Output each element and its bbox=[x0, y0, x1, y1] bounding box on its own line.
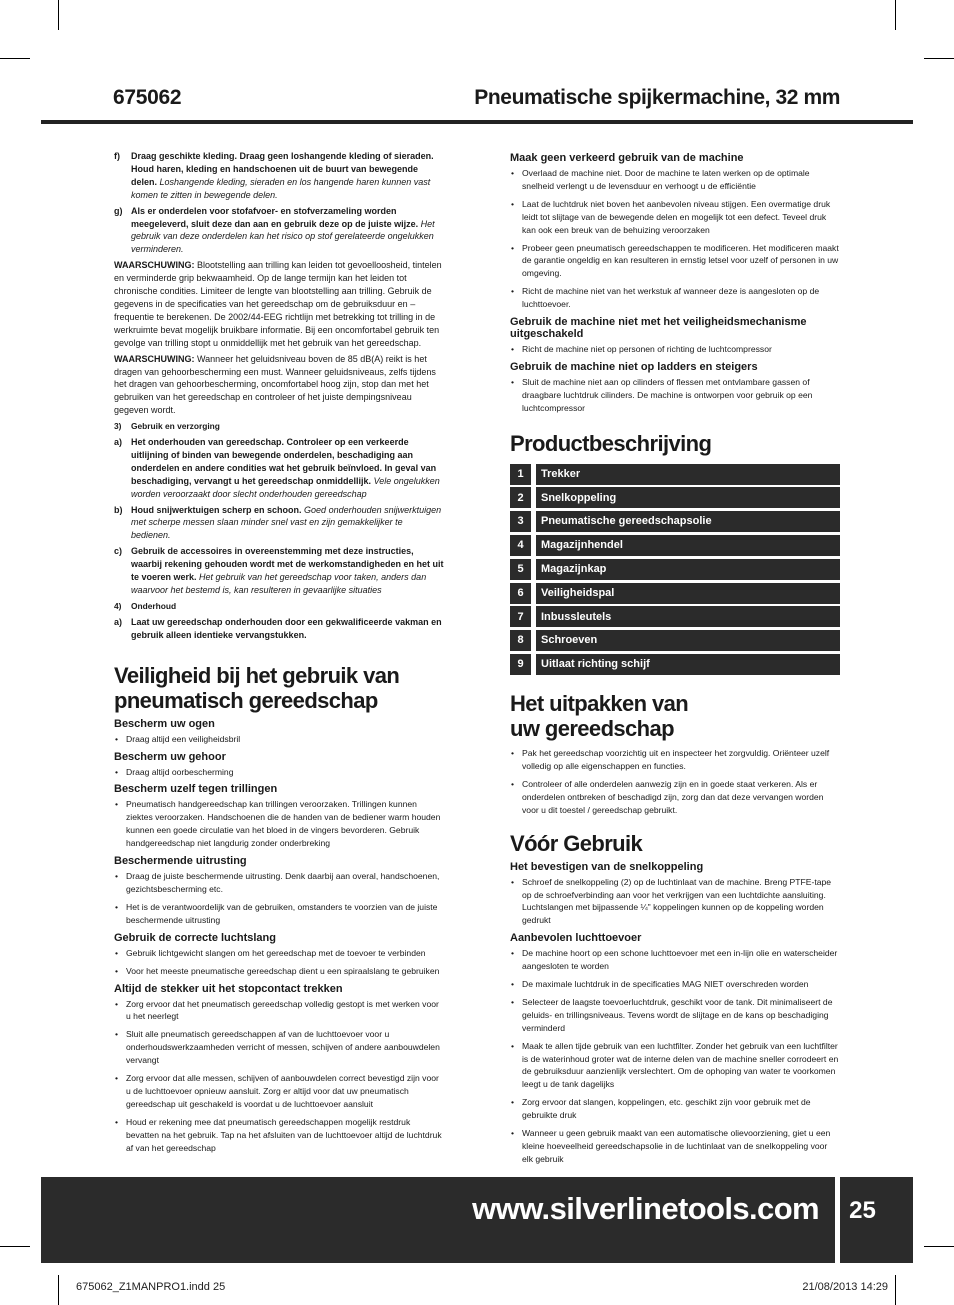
list-misuse bbox=[510, 167, 840, 311]
subheading-air-supply: Aanbevolen luchttoevoer bbox=[510, 932, 642, 945]
list-item: • De machine hoort op een schone luchttoevoer met een in-lijn olie en waterscheider aangesloten te worden bbox=[510, 947, 840, 973]
list-item: • Zorg ervoor dat alle messen, schijven of aanbouwdelen correct bevestigd zijn voor u de luchttoevoer opnieuw aansluit. Zorg er altijd voor dat uw pneumatisch gereedschap uit geschakeld is voordat u de luchttoevoer aansluit bbox=[114, 1072, 444, 1111]
part-name: Magazijnhendel bbox=[536, 535, 840, 556]
instruction-italic: Goed onderhouden snijwerktuigen met scherpe messen slaan minder snel vast en zijn gemakkelijker te bedienen. bbox=[131, 504, 442, 541]
crop-mark bbox=[0, 58, 30, 59]
instruction-bold: Houd snijwerktuigen scherp en schoon. bbox=[131, 504, 302, 515]
subheading-hose: Gebruik de correcte luchtslang bbox=[114, 931, 276, 944]
section-number: 3) bbox=[114, 421, 122, 432]
part-name: Inbussleutels bbox=[536, 606, 840, 627]
instruction-f bbox=[114, 150, 444, 202]
list-item: • De maximale luchtdruk in de specificaties MAG NIET overschreden worden bbox=[510, 978, 840, 991]
part-name: Snelkoppeling bbox=[536, 487, 840, 508]
part-name: Veiligheidspal bbox=[536, 583, 840, 604]
list-gear bbox=[114, 870, 444, 927]
item-letter: g) bbox=[114, 205, 123, 216]
instruction-italic: Het gebruik van deze onderdelen kan het risico op stof gerelateerde ongelukken verminderen. bbox=[131, 218, 435, 255]
part-name: Uitlaat richting schijf bbox=[536, 654, 840, 675]
section-number: 4) bbox=[114, 600, 122, 611]
list-item: • Richt de machine niet van het werkstuk af wanneer deze is aangesloten op de luchttoevoer. bbox=[510, 285, 840, 311]
list-safety-mechanism bbox=[510, 343, 840, 356]
list-air-supply bbox=[510, 947, 840, 1166]
part-row bbox=[510, 511, 840, 532]
item-letter: c) bbox=[114, 546, 123, 557]
date-slug: 21/08/2013 14:29 bbox=[802, 1281, 888, 1293]
list-plug bbox=[114, 998, 444, 1155]
section-heading-product: Productbeschrijving bbox=[510, 430, 712, 456]
list-unpack bbox=[510, 747, 840, 817]
header-rule bbox=[41, 120, 913, 124]
part-name: Trekker bbox=[536, 464, 840, 485]
list-item: • Sluit alle pneumatisch gereedschappen af van de luchttoevoer voor u onderhoudswerkzaamheden verricht of messen, schijven of andere aanbouwdelen vervangt bbox=[114, 1028, 444, 1067]
list-item: • Pak het gereedschap voorzichtig uit en inspecteer het zorgvuldig. Oriënteer uzelf volledig op alle eigenschappen en functies. bbox=[510, 747, 840, 773]
part-name: Pneumatische gereedschapsolie bbox=[536, 511, 840, 532]
subheading-misuse: Maak geen verkeerd gebruik van de machine bbox=[510, 152, 744, 164]
part-number: 6 bbox=[510, 583, 531, 604]
part-row bbox=[510, 583, 840, 604]
crop-mark bbox=[58, 0, 59, 30]
list-item: • Selecteer de laagste toevoerluchtdruk, geschikt voor de tank. Dit minimaliseert de geluids- en trillingsniveaus. Tevens wordt de slijtage en de kans op beschadiging verminderd bbox=[510, 996, 840, 1035]
part-row bbox=[510, 535, 840, 556]
item-letter: b) bbox=[114, 504, 123, 515]
right-column bbox=[510, 150, 840, 1171]
crop-mark bbox=[924, 58, 954, 59]
list-item: • Zorg ervoor dat het pneumatisch gereedschap volledig gestopt is met werken voor u het neerlegt bbox=[114, 998, 444, 1024]
warning-text: Wanneer het geluidsniveau boven de 85 dB(A) reikt is het dragen van gehoorbescherming een must. Wanneer geluidsniveaus, zelfs tijdens het dragen van gehoorbescherming, oncomfortabel hoog zijn, stop dan met het gebruiken van het gereedschap en controleer of het juiste dempingsniveau gegeven wordt. bbox=[114, 353, 436, 416]
list-vibration bbox=[114, 798, 444, 850]
item-letter: a) bbox=[114, 616, 123, 627]
item-letter: f) bbox=[114, 151, 120, 161]
crop-mark bbox=[924, 1246, 954, 1247]
list-hose bbox=[114, 947, 444, 978]
part-row bbox=[510, 606, 840, 627]
list-item: • Voor het meeste pneumatische gereedschap dient u een spiraalslang te gebruiken bbox=[114, 965, 444, 978]
list-item: • Richt de machine niet op personen of richting de luchtcompressor bbox=[510, 343, 840, 356]
list-item: • Draag altijd oorbescherming bbox=[114, 766, 444, 779]
list-coupling bbox=[510, 876, 840, 928]
part-number: 9 bbox=[510, 654, 531, 675]
warning-vibration bbox=[114, 259, 444, 349]
part-row bbox=[510, 487, 840, 508]
list-item: • Overlaad de machine niet. Door de machine te laten werken op de optimale snelheid verlengt u de levensduur en verhoogt u de efficiëntie bbox=[510, 167, 840, 193]
subheading-ladders: Gebruik de machine niet op ladders en steigers bbox=[510, 360, 758, 373]
instruction-bold: Als er onderdelen voor stofafvoer- en stofverzameling worden meegeleverd, sluit deze dan aan en gebruik deze op de juiste wijze. bbox=[131, 205, 419, 229]
warning-label: WAARSCHUWING: bbox=[114, 260, 195, 271]
instruction-g bbox=[114, 205, 444, 257]
heading-line: uw gereedschap bbox=[510, 716, 674, 742]
warning-text: Blootstelling aan trilling kan leiden tot gevoelloosheid, tintelen en verminderde grip bekwaamheid. Op de lange termijn kan het leiden tot chronische condities. Limiteer de lengte van blootstelling aan trilling. Gebruik de gegevens in de specificaties van het gereedschap om de gebruiksduur en –frequentie te berekenen. De 2002/44-EEG richtlijn met betrekking tot trilling in de werkruimte bevat mogelijk bruikbare informatie. Bij een oncomfortabel gebruik ten gevolge van trilling stopt u onmiddellijk met het gebruik van het gereedschap. bbox=[114, 260, 442, 348]
page-title: Pneumatische spijkermachine, 32 mm bbox=[474, 86, 840, 109]
instruction-c bbox=[114, 545, 444, 597]
list-item: • Het is de verantwoordelijk van de gebruiken, omstanders te voorzien van de juiste beschermende uitrusting bbox=[114, 901, 444, 927]
crop-mark bbox=[895, 0, 896, 30]
instruction-italic: Vele ongelukken worden veroorzaakt door slecht onderhouden gereedschap bbox=[131, 475, 440, 499]
list-item: • Schroef de snelkoppeling (2) op de luchtinlaat van de machine. Breng PTFE-tape op de schroefverbinding aan voor het verkrijgen van een luchtdichte aansluiting. Luchtslangen met bijpassende ¼" koppelingen kunnen op de koppeling worden gedrukt bbox=[510, 876, 840, 928]
left-column bbox=[114, 150, 444, 1159]
instruction-bold: Laat uw gereedschap onderhouden door een gekwalificeerde vakman en gebruik alleen identieke vervangstukken. bbox=[131, 616, 442, 640]
part-number: 2 bbox=[510, 487, 531, 508]
list-item: • Pneumatisch handgereedschap kan trillingen veroorzaken. Trillingen kunnen ziektes veroorzaken. Handschoenen die de handen van de bediener warm houden kunnen een goede circulatie van het bloed in de vingers bevorderen. Gebruik handgereedschap niet langdurig zonder onderbreking bbox=[114, 798, 444, 850]
part-row bbox=[510, 559, 840, 580]
item-letter: a) bbox=[114, 437, 123, 448]
list-item: • Probeer geen pneumatisch gereedschappen te modificeren. Het modificeren maakt de garantie ongeldig en kan resulteren in ernstig letsel voor uzelf of personen in uw omgeving. bbox=[510, 242, 840, 281]
part-name: Magazijnkap bbox=[536, 559, 840, 580]
part-row bbox=[510, 464, 840, 485]
footer-bar bbox=[41, 1177, 835, 1263]
list-item: • Wanneer u geen gebruik maakt van een automatische olievoorziening, giet u een kleine hoeveelheid gereedschapsolie in de luchtinlaat van de snelkoppeling voor elk gebruik bbox=[510, 1127, 840, 1166]
section-title: Onderhoud bbox=[131, 600, 177, 611]
instruction-italic: Loshangende kleding, sieraden en los hangende haren kunnen vast komen te zitten in bewegende delen. bbox=[131, 176, 431, 200]
subheading-plug: Altijd de stekker uit het stopcontact trekken bbox=[114, 982, 343, 995]
section-heading-safety: Veiligheid bij het gebruik van pneumatisch gereedschap bbox=[114, 662, 400, 713]
crop-mark bbox=[58, 1275, 59, 1305]
heading-line: Het uitpakken van bbox=[510, 691, 689, 717]
instruction-a bbox=[114, 436, 444, 501]
instruction-b bbox=[114, 504, 444, 543]
part-row bbox=[510, 654, 840, 675]
instruction-maintenance-a bbox=[114, 616, 444, 642]
section-heading-unpack bbox=[510, 691, 840, 741]
list-item: • Draag altijd een veiligheidsbril bbox=[114, 733, 444, 746]
subheading-vibration: Bescherm uzelf tegen trillingen bbox=[114, 783, 278, 796]
list-ladders bbox=[510, 376, 840, 415]
section-3-heading bbox=[114, 420, 444, 433]
warning-noise bbox=[114, 353, 444, 418]
subheading-gear: Beschermende uitrusting bbox=[114, 855, 247, 868]
part-number: 7 bbox=[510, 606, 531, 627]
list-item: • Zorg ervoor dat slangen, koppelingen, etc. geschikt zijn voor gebruik met de gebruikte druk bbox=[510, 1096, 840, 1122]
list-eyes bbox=[114, 733, 444, 746]
parts-list bbox=[510, 464, 840, 675]
part-number: 5 bbox=[510, 559, 531, 580]
section-4-heading bbox=[114, 600, 444, 613]
list-item: • Controleer of alle onderdelen aanwezig zijn en in goede staat verkeren. Als er onderdelen ontbreken of beschadigd zijn, zorg dan dat deze vervangen worden voor u dit toestel / gereedschap gebruikt. bbox=[510, 778, 840, 817]
section-heading-before-use: Vóór Gebruik bbox=[510, 830, 643, 856]
subheading-safety-mechanism: Gebruik de machine niet met het veiligheidsmechanisme uitgeschakeld bbox=[510, 316, 807, 341]
section-title: Gebruik en verzorging bbox=[131, 421, 220, 432]
crop-mark bbox=[895, 1275, 896, 1305]
instruction-bold: Draag geschikte kleding. Draag geen loshangende kleding of sieraden. Houd haren, kleding en handschoenen uit de buurt van bewegende delen. bbox=[131, 151, 434, 187]
list-item: • Gebruik lichtgewicht slangen om het gereedschap met de toevoer te verbinden bbox=[114, 947, 444, 960]
part-number: 1 bbox=[510, 464, 531, 485]
page-number: 25 bbox=[849, 1197, 876, 1224]
part-name: Schroeven bbox=[536, 630, 840, 651]
subheading-eyes: Bescherm uw ogen bbox=[114, 717, 215, 730]
subheading-coupling: Het bevestigen van de snelkoppeling bbox=[510, 860, 704, 873]
file-slug: 675062_Z1MANPRO1.indd 25 bbox=[76, 1281, 226, 1293]
instruction-bold: Het onderhouden van gereedschap. Controleer op een verkeerde uitlijning of binden van bewegende onderdelen, beschadiging aan onderdelen en andere condities wat het gebruik beïnvloed. In geval van beschadiging, vervangt u het gereedschap onmiddellijk. bbox=[131, 437, 437, 486]
part-row bbox=[510, 630, 840, 651]
list-item: • Maak te allen tijde gebruik van een luchtfilter. Zonder het gebruik van een luchtfilter is de waterinhoud groter wat de interne delen van de machine sneller corrodeert en de gebruiksduur aanzienlijk verslechtert. Om de ophoping van water te voorkomen leegt u de tank dagelijks bbox=[510, 1040, 840, 1092]
crop-mark bbox=[0, 1246, 30, 1247]
part-number: 4 bbox=[510, 535, 531, 556]
product-code: 675062 bbox=[113, 86, 182, 109]
list-item: • Houd er rekening mee dat pneumatisch gereedschappen mogelijk restdruk bevatten na het gebruik. Tap na het afsluiten van de luchttoevoer altijd de luchtdruk af van het gereedschap bbox=[114, 1116, 444, 1155]
page-number-box bbox=[840, 1177, 913, 1263]
instruction-italic: Het gebruik van het gereedschap voor taken, anders dan waarvoor het bestemd is, kan resulteren in gevaarlijke situaties bbox=[131, 572, 427, 595]
warning-label: WAARSCHUWING: bbox=[114, 353, 195, 364]
list-ears bbox=[114, 766, 444, 779]
website-url[interactable]: www.silverlinetools.com bbox=[472, 1191, 819, 1226]
instruction-bold: Gebruik de accessoires in overeenstemming met deze instructies, waarbij rekening gehouden wordt met de werkomstandigheden en het uit te voeren werk. bbox=[131, 546, 444, 583]
part-number: 3 bbox=[510, 511, 531, 532]
list-item: • Sluit de machine niet aan op cilinders of flessen met ontvlambare gassen of draagbare luchtdruk cilinders. De machine is ontworpen voor gebruik op een luchtcompressor bbox=[510, 376, 840, 415]
subheading-ears: Bescherm uw gehoor bbox=[114, 750, 226, 763]
list-item: • Draag de juiste beschermende uitrusting. Denk daarbij aan overal, handschoenen, gezichtsbescherming etc. bbox=[114, 870, 444, 896]
list-item: • Laat de luchtdruk niet boven het aanbevolen niveau stijgen. Een overmatige druk leidt tot slijtage van de bewegende delen en mogelijk tot een defect. Teveel druk kan ook een breuk van de behuizing veroorzaken bbox=[510, 198, 840, 237]
part-number: 8 bbox=[510, 630, 531, 651]
